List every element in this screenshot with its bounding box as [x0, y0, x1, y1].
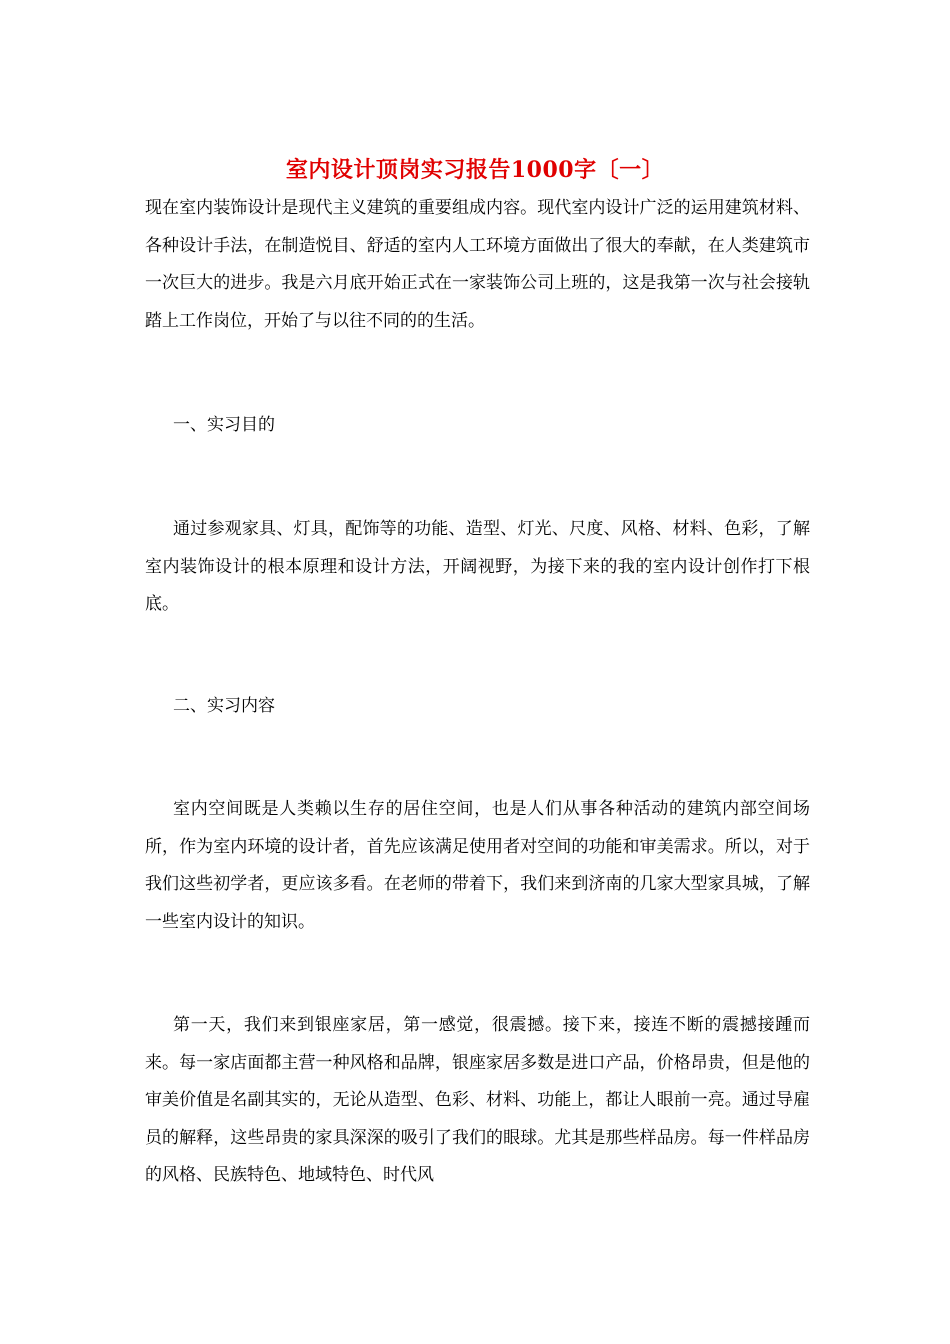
- content-paragraph-1: 室内空间既是人类赖以生存的居住空间，也是人们从事各种活动的建筑内部空间场所，作为室内环境的设计者，首先应该满足使用者对空间的功能和审美需求。所以，对于我们这些初学者，更应该多看。在老师的带着下，我们来到济南的几家大型家具城，了解一些室内设计的知识。: [145, 799, 810, 932]
- section-heading-content: 二、实习内容: [173, 696, 275, 716]
- document-title: 室内设计顶岗实习报告1000字〔一〕: [285, 157, 665, 183]
- content-paragraph-2: 第一天，我们来到银座家居，第一感觉，很震撼。接下来，接连不断的震撼接踵而来。每一家店面都主营一种风格和品牌，银座家居多数是进口产品，价格昂贵，但是他的审美价值是名副其实的，无论从造型、色彩、材料、功能上，都让人眼前一亮。通过导雇员的解释，这些昂贵的家具深深的吸引了我们的眼球。尤其是那些样品房。每一件样品房的风格、民族特色、地域特色、时代风: [145, 1015, 810, 1185]
- purpose-paragraph: 通过参观家具、灯具，配饰等的功能、造型、灯光、尺度、风格、材料、色彩，了解室内装饰设计的根本原理和设计方法，开阔视野，为接下来的我的室内设计创作打下根底。: [145, 519, 810, 614]
- intro-paragraph: 现在室内装饰设计是现代主义建筑的重要组成内容。现代室内设计广泛的运用建筑材料、各种设计手法，在制造悦目、舒适的室内人工环境方面做出了很大的奉献，在人类建筑市一次巨大的进步。我是六月底开始正式在一家装饰公司上班的，这是我第一次与社会接轨踏上工作岗位，开始了与以往不同的的生活。: [145, 198, 810, 331]
- section-heading-purpose: 一、实习目的: [173, 415, 275, 435]
